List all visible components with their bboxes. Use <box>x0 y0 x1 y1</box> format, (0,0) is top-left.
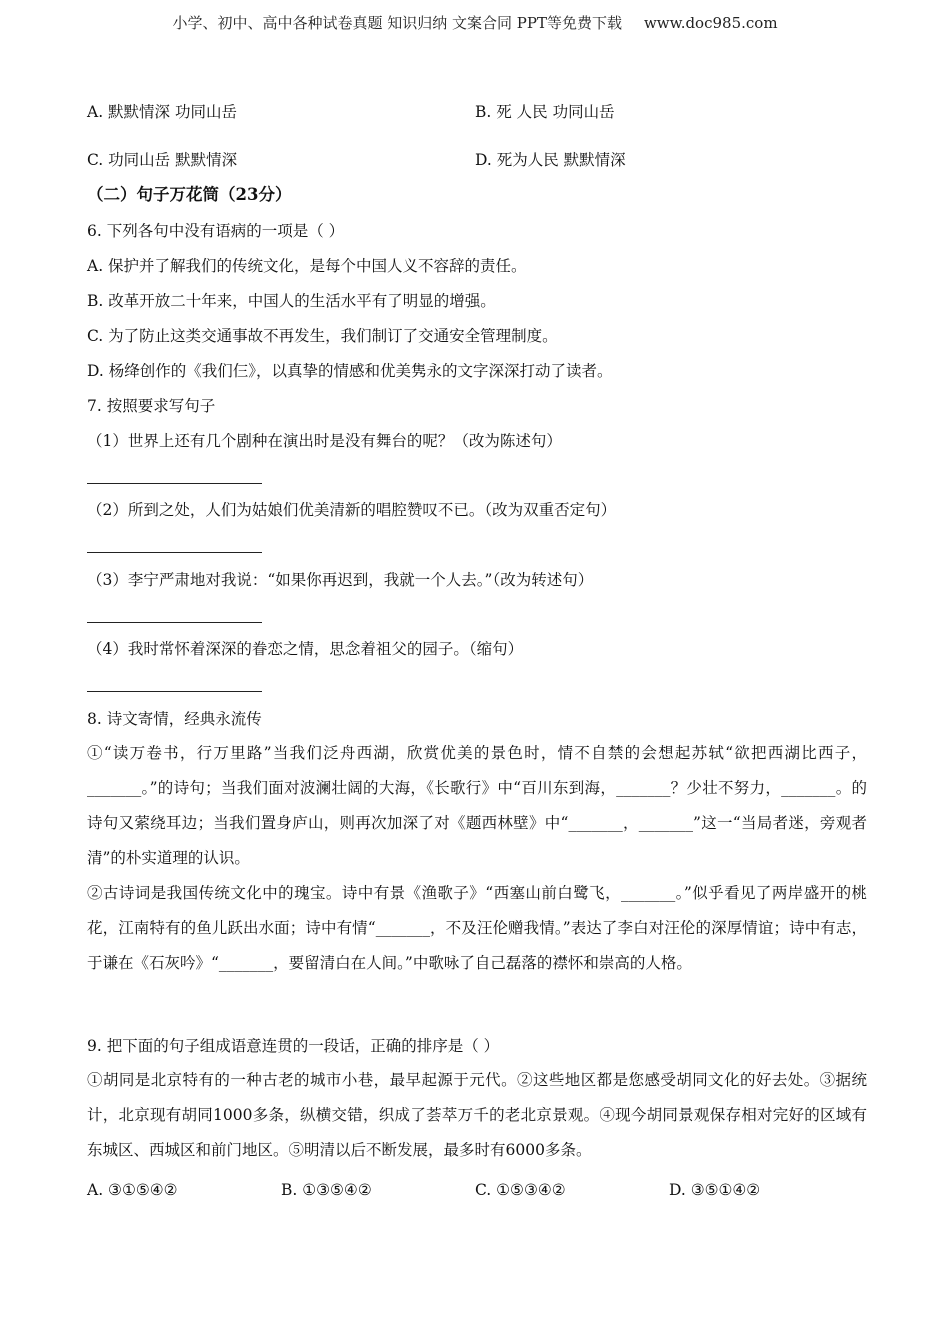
q8-paragraph-2: ②古诗词是我国传统文化中的瑰宝。诗中有景《渔歌子》“西塞山前白鹭飞，_______。”似乎看见了两岸盛开的桃花，江南特有的鱼儿跃出水面；诗中有情“_______，不及汪伦赠我情。”表达了李白对汪伦的深厚情谊；诗中有志，于谦在《石灰吟》“_______，要留清白在人间。”中歌咏了自己磊落的襟怀和崇高的人格。 <box>87 884 867 972</box>
header-text: 小学、初中、高中各种试卷真题 知识归纳 文案合同 PPT等免费下载 <box>172 14 622 32</box>
q6-option-b[interactable]: B. 改革开放二十年来，中国人的生活水平有了明显的增强。 <box>87 292 496 310</box>
header-url[interactable]: www.doc985.com <box>643 14 778 32</box>
q8-body <box>87 736 867 981</box>
section-title: （二）句子万花筒（23分） <box>87 185 292 204</box>
q6-option-c[interactable]: C. 为了防止这类交通事故不再发生，我们制订了交通安全管理制度。 <box>87 327 558 345</box>
q9-body <box>87 1063 867 1168</box>
q7-answer-line-4[interactable] <box>87 691 262 692</box>
q7-answer-line-2[interactable] <box>87 552 262 553</box>
q9-option-b[interactable]: B. ①③⑤④② <box>281 1181 372 1199</box>
q9-paragraph: ①胡同是北京特有的一种古老的城市小巷，最早起源于元代。②这些地区都是您感受胡同文化的好去处。③据统计，北京现有胡同1000多条，纵横交错，织成了荟萃万千的老北京景观。④现今胡同景观保存相对完好的区域有东城区、西城区和前门地区。⑤明清以后不断发展，最多时有6000多条。 <box>87 1071 867 1159</box>
q9-option-a[interactable]: A. ③①⑤④② <box>87 1181 178 1199</box>
q8-stem: 8. 诗文寄情，经典永流传 <box>87 710 262 728</box>
q8-paragraph-1: ①“读万卷书，行万里路”当我们泛舟西湖，欣赏优美的景色时，情不自禁的会想起苏轼“欲把西湖比西子，_______。”的诗句；当我们面对波澜壮阔的大海，《长歌行》中“百川东到海，_______？少壮不努力，_______。的诗句又萦绕耳边；当我们置身庐山，则再次加深了对《题西林壁》中“_______，_______”这一“当局者迷，旁观者清”的朴实道理的认识。 <box>87 744 867 867</box>
q5-option-a[interactable]: A. 默默情深 功同山岳 <box>87 103 237 121</box>
q9-option-c[interactable]: C. ①⑤③④② <box>475 1181 566 1199</box>
q7-sentence-1: （1）世界上还有几个剧种在演出时是没有舞台的呢？（改为陈述句） <box>87 432 562 450</box>
q5-option-c[interactable]: C. 功同山岳 默默情深 <box>87 151 238 169</box>
q7-answer-line-1[interactable] <box>87 483 262 484</box>
q7-stem: 7. 按照要求写句子 <box>87 397 216 415</box>
q7-answer-line-3[interactable] <box>87 622 262 623</box>
q5-option-d[interactable]: D. 死为人民 默默情深 <box>475 151 626 169</box>
q9-stem: 9. 把下面的句子组成语意连贯的一段话，正确的排序是（ ） <box>87 1037 500 1055</box>
q5-option-b[interactable]: B. 死 人民 功同山岳 <box>475 103 615 121</box>
q6-option-d[interactable]: D. 杨绛创作的《我们仨》，以真挚的情感和优美隽永的文字深深打动了读者。 <box>87 362 613 380</box>
q6-stem: 6. 下列各句中没有语病的一项是（ ） <box>87 222 345 240</box>
q6-option-a[interactable]: A. 保护并了解我们的传统文化，是每个中国人义不容辞的责任。 <box>87 257 527 275</box>
q7-sentence-4: （4）我时常怀着深深的眷恋之情，思念着祖父的园子。（缩句） <box>87 640 524 658</box>
q7-sentence-2: （2）所到之处，人们为姑娘们优美清新的唱腔赞叹不已。（改为双重否定句） <box>87 501 617 519</box>
page-header <box>0 12 950 33</box>
q9-option-d[interactable]: D. ③⑤①④② <box>669 1181 761 1199</box>
q7-sentence-3: （3）李宁严肃地对我说：“如果你再迟到，我就一个人去。”（改为转述句） <box>87 571 594 589</box>
